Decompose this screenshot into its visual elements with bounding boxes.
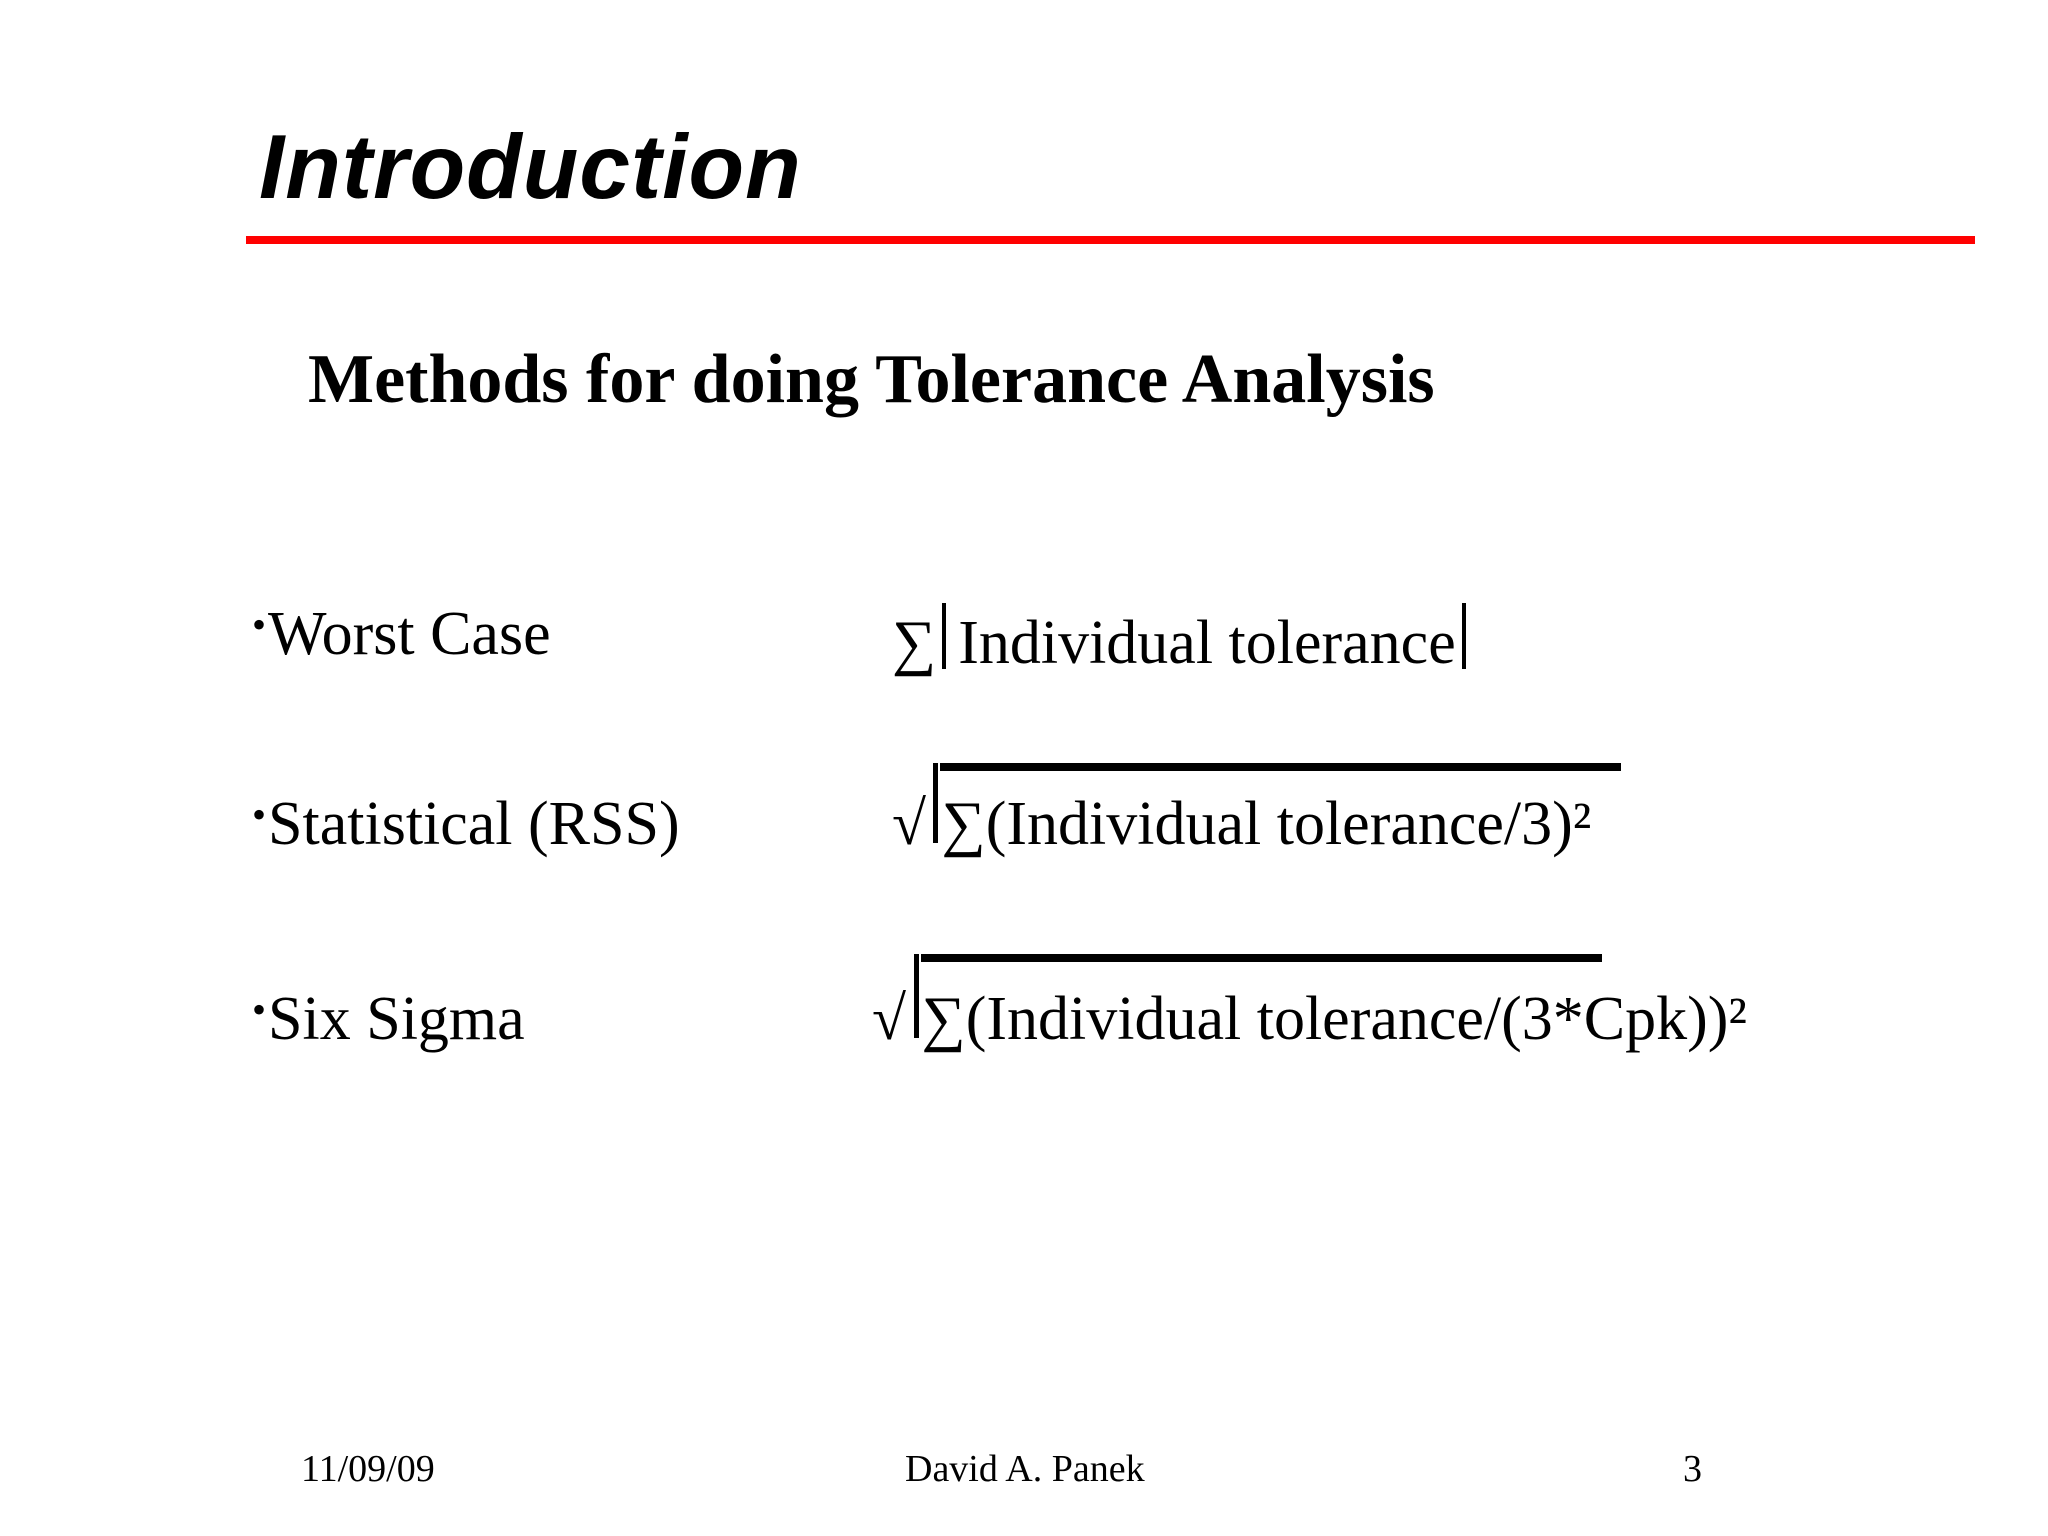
absolute-value-bar-left bbox=[942, 603, 946, 669]
absolute-value-bar-right bbox=[1462, 603, 1466, 669]
method-label-text: Worst Case bbox=[268, 600, 551, 668]
method-label-six-sigma bbox=[252, 985, 525, 1053]
method-label-statistical-rss bbox=[252, 790, 680, 858]
formula-text: ∑(Individual tolerance/3)² bbox=[941, 790, 1592, 858]
formula-text: ∑(Individual tolerance/(3*Cpk))² bbox=[921, 985, 1747, 1053]
slide-subtitle: Methods for doing Tolerance Analysis bbox=[308, 341, 1435, 418]
title-underline-rule bbox=[246, 236, 1975, 244]
formula-text: Individual tolerance bbox=[958, 609, 1456, 677]
summation-symbol: ∑ bbox=[892, 609, 937, 677]
radical-overbar bbox=[940, 763, 1621, 771]
formula-statistical-rss bbox=[892, 790, 1592, 858]
method-label-text: Statistical (RSS) bbox=[268, 790, 680, 858]
footer-author: David A. Panek bbox=[905, 1448, 1145, 1490]
radical-stem bbox=[933, 763, 938, 843]
slide-title: Introduction bbox=[259, 117, 802, 218]
method-label-text: Six Sigma bbox=[268, 985, 525, 1053]
method-label-worst-case bbox=[252, 600, 551, 668]
formula-worst-case bbox=[892, 603, 1466, 677]
radical-stem bbox=[914, 954, 919, 1038]
bullet-icon: • bbox=[252, 602, 267, 647]
footer-page-number: 3 bbox=[1683, 1448, 1702, 1490]
footer-date: 11/09/09 bbox=[301, 1448, 435, 1490]
radical-icon: √ bbox=[892, 790, 927, 858]
bullet-icon: • bbox=[252, 792, 267, 837]
formula-six-sigma bbox=[872, 985, 1747, 1053]
radical-overbar bbox=[921, 954, 1602, 962]
radical-icon: √ bbox=[872, 985, 907, 1053]
bullet-icon: • bbox=[252, 987, 267, 1032]
